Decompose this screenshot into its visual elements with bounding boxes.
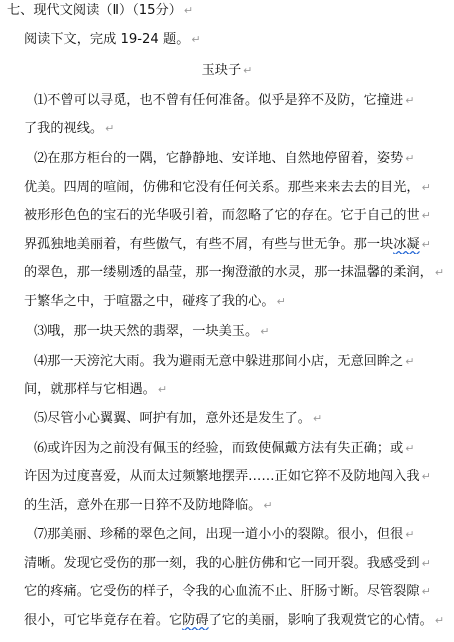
- paragraph-mark: ↵: [434, 266, 445, 279]
- text-line: [24, 468, 454, 486]
- text-line: [24, 264, 454, 282]
- paragraph-mark: ↵: [405, 442, 415, 455]
- paragraph-mark: ↵: [260, 325, 270, 338]
- paragraph-mark: ↵: [312, 412, 323, 425]
- line-text: ⑷那一天滂沱大雨。我为避雨无意中躲进那间小店，无意回眸之: [34, 354, 404, 369]
- text-line: [34, 353, 454, 371]
- paragraph-mark: ↵: [157, 383, 168, 396]
- line-text: 优美。四周的喧闹，仿佛和它没有任何关系。那些来来去去的目光，: [24, 180, 420, 195]
- text-line: [34, 323, 454, 341]
- line-text: ⑶哦，那一块天然的翡翠，一块美玉。: [34, 324, 259, 339]
- line-text: 的翠色，那一缕剔透的晶莹，那一掬澄澈的水灵，那一抹温馨的柔润，: [24, 265, 433, 280]
- text-line: [24, 293, 454, 311]
- line-text: ⑸尽管小心翼翼、呵护有加，意外还是发生了。: [34, 411, 311, 426]
- line-text: 它的疼痛。它受伤的样子，令我的心血流不止、肝肠寸断。尽管裂隙: [24, 584, 420, 599]
- text-line: [24, 612, 454, 630]
- line-text: 间，就那样与它相遇。: [24, 382, 156, 397]
- spellcheck-underline: 冰凝: [393, 237, 420, 252]
- line-text: ⑴不曾可以寻觅，也不曾有任何准备。似乎是猝不及防，它撞进: [34, 93, 404, 108]
- line-text: 于繁华之中，于喧嚣之中，碰疼了我的心。: [24, 294, 275, 309]
- line-text: 清晰。发现它受伤的那一刻，我的心脏仿佛和它一同开裂。我感受到: [24, 556, 420, 571]
- line-text: ⑵在那方柜台的一隅，它静静地、安详地、自然地停留着，姿势: [34, 151, 404, 166]
- text-line: [34, 526, 454, 544]
- spellcheck-underline: 防碍: [182, 613, 209, 628]
- text-line: [24, 555, 454, 573]
- paragraph-mark: ↵: [434, 614, 445, 627]
- paragraph-mark: ↵: [405, 94, 415, 107]
- line-text: ⑺那美丽、珍稀的翠色之间，出现一道小小的裂隙。很小，但很: [34, 527, 404, 542]
- paragraph-mark: ↵: [405, 528, 415, 541]
- section-heading: 七、现代文阅读（Ⅱ）（15分） ↵: [7, 3, 194, 18]
- text-line: [24, 179, 454, 197]
- text-line: [24, 236, 454, 254]
- line-text: 许因为过度喜爱，从而太过频繁地摆弄……正如它猝不及防地闯入我: [24, 469, 420, 484]
- text-line: [24, 120, 454, 138]
- text-line: [34, 150, 454, 168]
- paragraph-mark: ↵: [263, 499, 273, 512]
- text-line: [34, 410, 454, 428]
- paragraph-mark: ↵: [421, 238, 431, 251]
- text-line: [24, 497, 454, 515]
- line-text: 界孤独地美丽着，有些傲气，有些不屑，有些与世无争。那一块冰凝: [24, 237, 420, 252]
- line-text: 的生活，意外在那一日猝不及防地降临。: [24, 498, 262, 513]
- text-line: [24, 207, 454, 225]
- paragraph-mark: ↵: [421, 585, 431, 598]
- text-line: [34, 92, 454, 110]
- line-text: ⑹或许因为之前没有佩玉的经验，而致使佩戴方法有失正确；或: [34, 441, 404, 456]
- text-line: [24, 381, 454, 399]
- text-line: [34, 440, 454, 458]
- paragraph-mark: ↵: [421, 470, 431, 483]
- paragraph-mark: ↵: [421, 209, 431, 222]
- instruction: 阅读下文，完成 19-24 题。 ↵: [24, 32, 201, 47]
- paragraph-mark: ↵: [105, 122, 115, 135]
- line-text: 被形形色色的宝石的光华吸引着，而忽略了它的存在。它于自己的世: [24, 208, 420, 223]
- line-text: 很小，可它毕竟存在着。它防碍了它的美丽，影响了我观赏它的心情。: [24, 613, 433, 628]
- paragraph-mark: ↵: [405, 355, 415, 368]
- text-line: [24, 583, 454, 601]
- article-title: 玉玦子 ↵: [201, 63, 253, 78]
- paragraph-mark: ↵: [421, 557, 431, 570]
- paragraph-mark: ↵: [276, 295, 286, 308]
- paragraph-mark: ↵: [421, 181, 431, 194]
- paragraph-mark: ↵: [405, 152, 415, 165]
- line-text: 了我的视线。: [24, 121, 104, 136]
